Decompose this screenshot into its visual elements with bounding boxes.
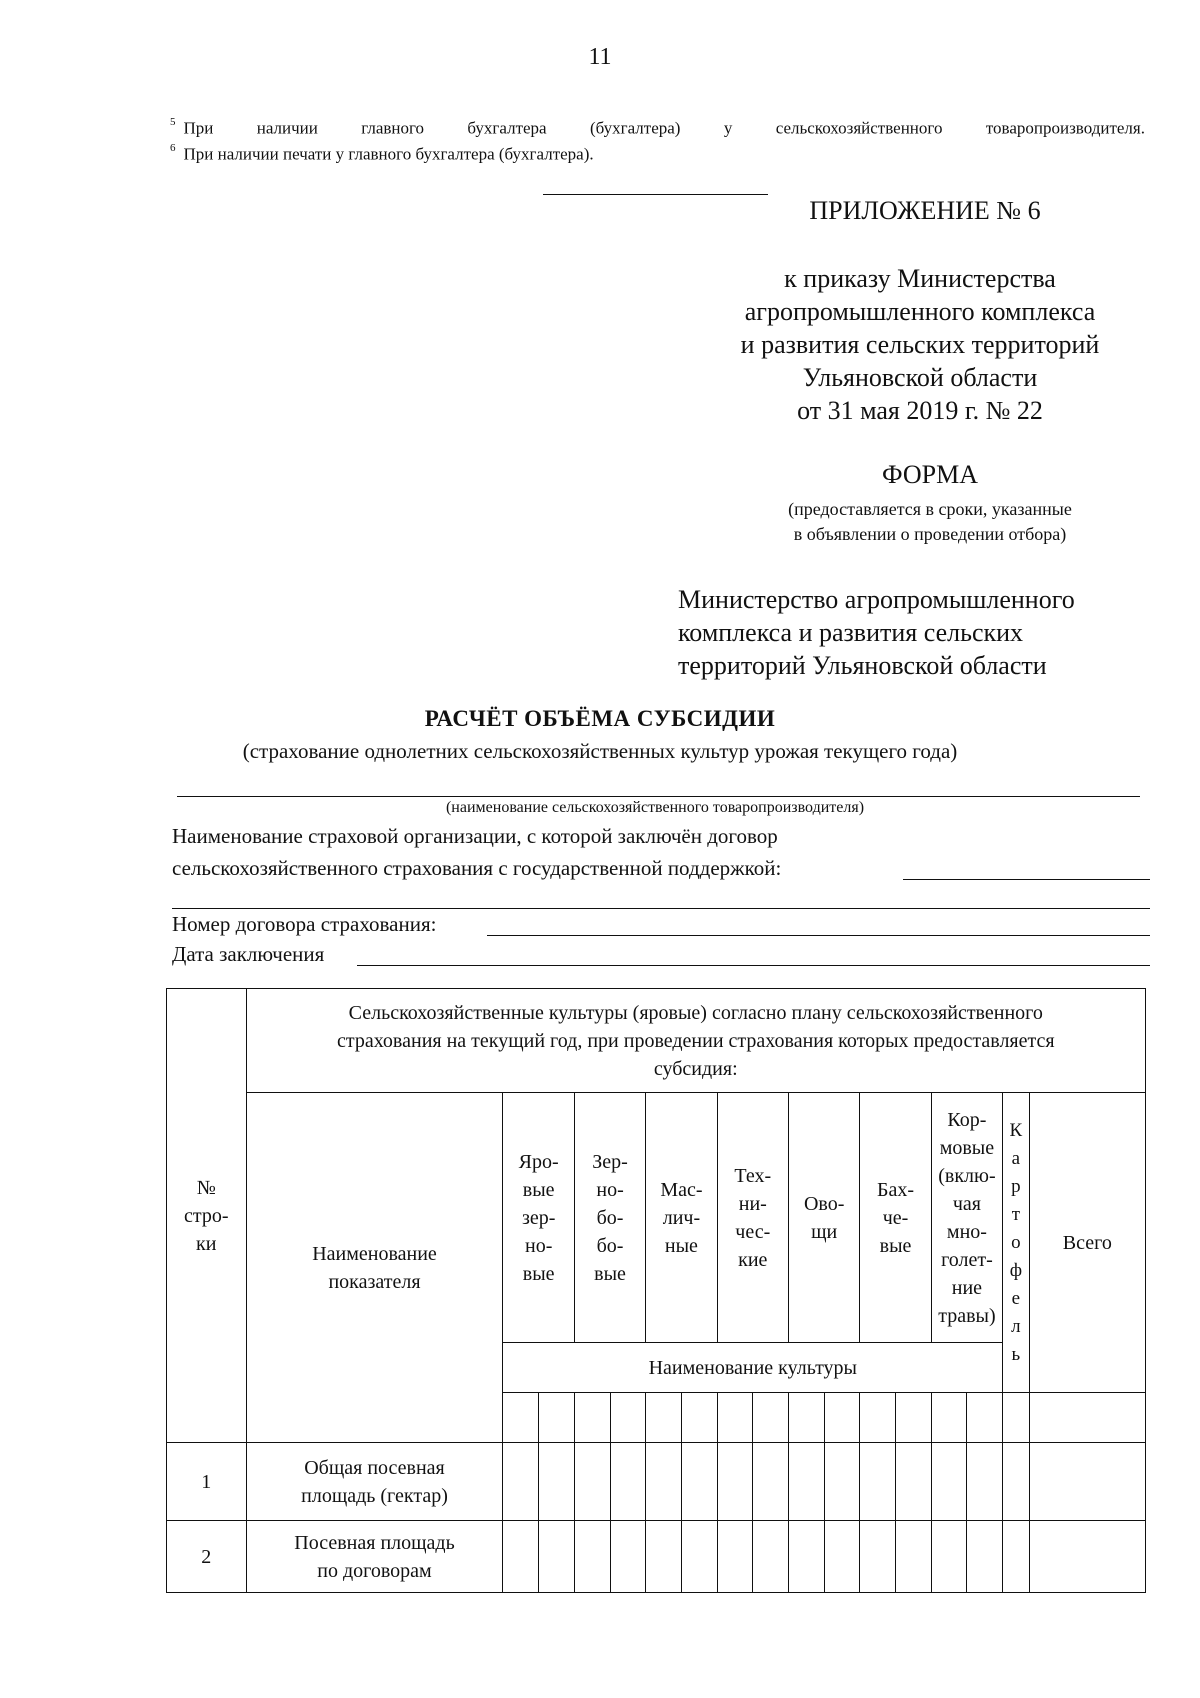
value-cell[interactable] [753,1393,789,1443]
value-cell[interactable] [646,1393,682,1443]
value-cell[interactable] [788,1443,824,1521]
value-cell[interactable] [539,1443,575,1521]
value-cell[interactable] [717,1393,753,1443]
appendix-order-reference: к приказу Министерства агропромышленного комплекса и развития сельских территорий Ульяновской области от 31 мая 2019 г. № 22 [740,264,1100,425]
value-cell[interactable] [931,1521,967,1593]
conclusion-date-label: Дата заключения [172,942,325,966]
row-number-header: № стро- ки [167,989,247,1443]
value-cell[interactable] [753,1521,789,1593]
total-header: Всего [1029,1093,1145,1393]
value-cell[interactable] [896,1393,932,1443]
insurer-name-field-continued[interactable] [172,908,1150,909]
crop-header-industrial: Тех- ни- чес- кие [717,1093,788,1343]
value-cell[interactable] [717,1443,753,1521]
contract-number-field[interactable] [487,935,1150,936]
value-cell[interactable] [967,1393,1003,1443]
value-cell[interactable] [1003,1443,1030,1521]
value-cell[interactable] [788,1393,824,1443]
value-cell[interactable] [860,1393,896,1443]
value-cell[interactable] [1003,1393,1030,1443]
value-cell[interactable] [1029,1393,1145,1443]
value-cell[interactable] [931,1393,967,1443]
row-indicator-name: Общая посевная площадь (гектар) [246,1443,503,1521]
footnote-6: $^6$ При наличии печати у главного бухгалтера (бухгалтера). [170,142,594,164]
form-note: (предоставляется в сроки, указанные в объявлении о проведении отбора) [788,499,1072,544]
value-cell[interactable] [646,1443,682,1521]
value-cell[interactable] [753,1443,789,1521]
value-cell[interactable] [967,1521,1003,1593]
value-cell[interactable] [824,1443,860,1521]
value-cell[interactable] [681,1443,717,1521]
row-indicator-name: Посевная площадь по договорам [246,1521,503,1593]
row-number: 1 [167,1443,247,1521]
value-cell[interactable] [610,1443,646,1521]
value-cell[interactable] [931,1443,967,1521]
value-cell[interactable] [860,1443,896,1521]
addressee-block: Министерство агропромышленного комплекса и развития сельских территорий Ульяновской области [678,585,1075,680]
value-cell[interactable] [503,1443,539,1521]
value-cell[interactable] [574,1393,610,1443]
value-cell[interactable] [717,1521,753,1593]
value-cell[interactable] [574,1443,610,1521]
crop-header-melons: Бах- че- вые [860,1093,931,1343]
value-cell[interactable] [896,1521,932,1593]
document-title: РАСЧЁТ ОБЪЁМА СУБСИДИИ [424,706,776,731]
value-cell[interactable] [896,1443,932,1521]
row-number: 2 [167,1521,247,1593]
crop-header-potato: К а р т о ф е л ь [1003,1093,1030,1393]
crop-header-legumes: Зер- но- бо- бо- вые [574,1093,645,1343]
subsidy-calculation-table [166,988,1146,1593]
value-cell[interactable] [967,1443,1003,1521]
table-row [167,1521,1146,1593]
conclusion-date-field[interactable] [357,965,1150,966]
footnote-5: $^5$ При наличии главного бухгалтера (бухгалтера) у сельскохозяйственного товаропроизводителя. [170,116,1145,138]
footnote-separator [543,194,768,195]
crop-header-fodder: Кор- мовые (вклю- чая мно- голет- ние травы) [931,1093,1002,1343]
value-cell[interactable] [610,1393,646,1443]
crop-header-spring-grain: Яро- вые зер- но- вые [503,1093,574,1343]
value-cell[interactable] [1029,1521,1145,1593]
value-cell[interactable] [824,1521,860,1593]
value-cell[interactable] [539,1393,575,1443]
crop-name-header: Наименование культуры [503,1343,1003,1393]
value-cell[interactable] [824,1393,860,1443]
crops-group-header: Сельскохозяйственные культуры (яровые) согласно плану сельскохозяйственного страхования на текущий год, при проведении страхования которых предоставляется субсидия: [246,989,1145,1093]
value-cell[interactable] [539,1521,575,1593]
table-row [167,1443,1146,1521]
crop-header-oilseeds: Мас- лич- ные [646,1093,717,1343]
appendix-title: ПРИЛОЖЕНИЕ № 6 [809,196,1041,225]
form-title: ФОРМА [882,460,978,489]
crop-header-vegetables: Ово- щи [788,1093,859,1343]
value-cell[interactable] [1003,1521,1030,1593]
producer-name-field[interactable] [177,796,1140,797]
value-cell[interactable] [681,1393,717,1443]
contract-number-label: Номер договора страхования: [172,912,437,936]
value-cell[interactable] [1029,1443,1145,1521]
value-cell[interactable] [681,1521,717,1593]
value-cell[interactable] [646,1521,682,1593]
document-subtitle: (страхование однолетних сельскохозяйственных культур урожая текущего года) [242,739,958,763]
value-cell[interactable] [860,1521,896,1593]
indicator-name-header: Наименование показателя [246,1093,503,1443]
value-cell[interactable] [503,1393,539,1443]
insurer-name-field[interactable] [903,879,1150,880]
page-number: 11 [588,44,612,70]
value-cell[interactable] [574,1521,610,1593]
value-cell[interactable] [788,1521,824,1593]
value-cell[interactable] [503,1521,539,1593]
producer-name-caption: (наименование сельскохозяйственного товаропроизводителя) [445,799,865,816]
insurer-label-line-2: сельскохозяйственного страхования с государственной поддержкой: [172,856,782,880]
value-cell[interactable] [610,1521,646,1593]
insurer-label-line-1: Наименование страховой организации, с которой заключён договор [172,824,778,848]
